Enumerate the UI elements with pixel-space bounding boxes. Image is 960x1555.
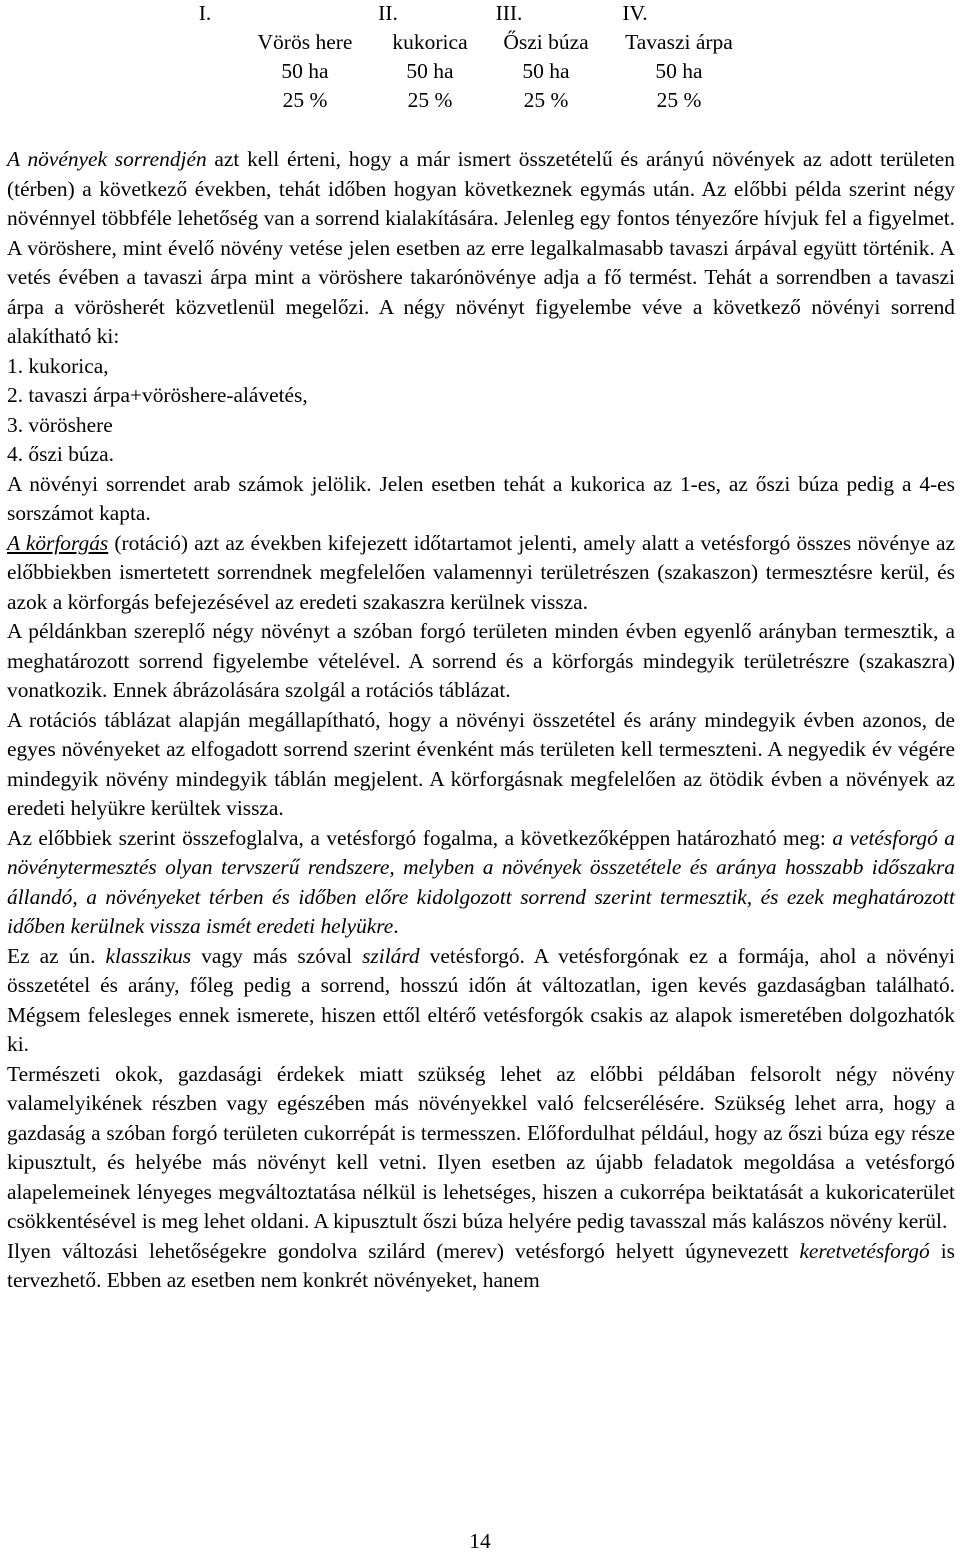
crop-area: 50 ha [655,59,703,83]
term-solid: szilárd [362,943,420,968]
table-column-4 [599,0,759,115]
paragraph-rotation-table: A rotációs táblázat alapján megállapítható, hogy a növényi összetétel és arány mindegyik évben azonos, de egyes növényeket az elfogadott sorrend szerint évenként más területen kell termeszteni. A negyedik év végére mindegyik növény mindegyik táblán megjelent. A körforgásnak megfelelően az ötödik évben a növények az eredeti helyükre kerültek vissza. [7,707,955,820]
crop-area: 50 ha [522,59,570,83]
paragraph-definition [7,824,955,942]
definition-text: a vetésforgó a növénytermesztés olyan tervszerű rendszere, melyben a növények összetétele és aránya hosszabb időszakra állandó, a növényeket térben és időben előre kidolgozott sorrend szerint termesztik, és ezek meghatározott időben kerülnek vissza ismét eredeti helyükre [7,825,955,938]
body-text [7,145,955,1296]
column-numeral: I. [198,1,212,25]
paragraph-text: Ez az ún. [7,943,106,968]
crop-name: Tavaszi árpa [625,30,733,54]
list-item: 4. őszi búza. [7,442,114,466]
page-number: 14 [469,1529,491,1553]
term-frame-rotation: keretvetésforgó [799,1238,930,1263]
paragraph-classic [7,942,955,1060]
list-item: 2. tavaszi árpa+vöröshere-alávetés, [7,383,308,407]
crop-name: Őszi búza [503,30,589,54]
paragraph-text: Ilyen változási lehetőségekre gondolva szilárd (merev) vetésforgó helyett úgynevezett [7,1238,800,1263]
paragraph-frame-rotation [7,1237,955,1296]
list-item: 1. kukorica, [7,353,109,378]
paragraph-text: azt kell érteni, hogy a már ismert összetételű és arányú növények az adott területen (térben) a következő években, tehát időben hogyan következnek egymás után. Az előbbi példa szerint négy növénnyel többféle lehetőség van a sorrend kialakítására. Jelenleg egy fontos tényezőre hívjuk fel a figyelmet. A vöröshere, mint évelő növény vetése jelen esetben az erre legalkalmasabb tavaszi árpával együtt történik. A vetés évében a tavaszi árpa mint a vöröshere takarónövénye adja a fő termést. Tehát a sorrendben a tavaszi árpa a vörösherét közvetlenül megelőzi. A négy növényt figyelembe véve a következő növényi sorrend alakítható ki: [7,147,955,348]
paragraph-rotation [7,529,955,618]
paragraph-crop-sequence [7,145,955,352]
column-numeral: IV. [622,1,648,25]
crop-share: 25 % [523,88,569,112]
list-item: 3. vöröshere [7,412,113,437]
paragraph-example: A példánkban szereplő négy növényt a szóban forgó területen minden évben egyenlő arányban termesztik, a meghatározott sorrend figyelembe vételével. A sorrend és a körforgás mindegyik területrészre (szakaszra) vonatkozik. Ennek ábrázolására szolgál a rotációs táblázat. [7,619,955,702]
crop-area: 50 ha [281,59,329,83]
paragraph-numbering: A növényi sorrendet arab számok jelölik. Jelen esetben tehát a kukorica az 1-es, az őszi búza pedig a 4-es sorszámot kapta. [7,471,955,525]
crop-share: 25 % [282,88,328,112]
term-classic: klasszikus [105,943,192,968]
paragraph-text: is tervezhető. Ebben az esetben nem konkrét növényeket, hanem [7,1238,955,1292]
crop-share: 25 % [407,88,453,112]
term-rotation: A körforgás [7,530,109,555]
crop-share: 25 % [656,88,702,112]
column-numeral: III. [495,1,523,25]
crop-area: 50 ha [406,59,454,83]
paragraph-text: vetésforgó. A vetésforgónak ez a formája, ahol a növényi összetétel és arány, főleg pedig a sorrend, hosszú időn át változatlan, igen kevés gazdaságban található. Mégsem felesleges ennek ismerete, hiszen ettől eltérő vetésforgók csakis az alapok ismeretében dolgozhatók ki. [7,943,955,1056]
column-numeral: II. [378,1,398,25]
term-crop-sequence: A növények sorrendjén [7,147,207,171]
paragraph-text: Az előbbiek szerint összefoglalva, a vetésforgó fogalma, a következőképpen határozható meg: [7,825,833,850]
paragraph-changes: Természeti okok, gazdasági érdekek miatt szükség lehet az előbbi példában felsorolt négy növény valamelyikének részben vagy egészében más növényekkel való felcserélésére. Szükség lehet arra, hogy a gazdaság a szóban forgó területen cukorrépát is termesszen. Előfordulhat például, hogy az őszi búza egy része kipusztult, és helyébe más növényt kell vetni. Ilyen esetben az újabb feladatok megoldása a vetésforgó alapelemeinek lényeges megváltoztatása nélkül is lehetséges, hiszen a cukorrépa beiktatását a kukoricaterület csökkentésével is meg lehet oldani. A kipusztult őszi búza helyére pedig tavasszal más kalászos növény kerül. [7,1061,955,1233]
paragraph-text: (rotáció) azt az években kifejezett időtartamot jelenti, amely alatt a vetésforgó összes növénye az előbbiekben ismertetett sorrendnek megfelelően valamennyi területrészen (szakaszon) termesztésre kerül, és azok a körforgás befejezésével az eredeti szakaszra kerülnek vissza. [7,530,955,614]
crop-sequence-list [7,352,955,470]
crop-name: kukorica [392,30,468,54]
crop-name: Vörös here [257,30,353,54]
paragraph-text: . [393,914,399,938]
paragraph-text: vagy más szóval [191,943,363,968]
